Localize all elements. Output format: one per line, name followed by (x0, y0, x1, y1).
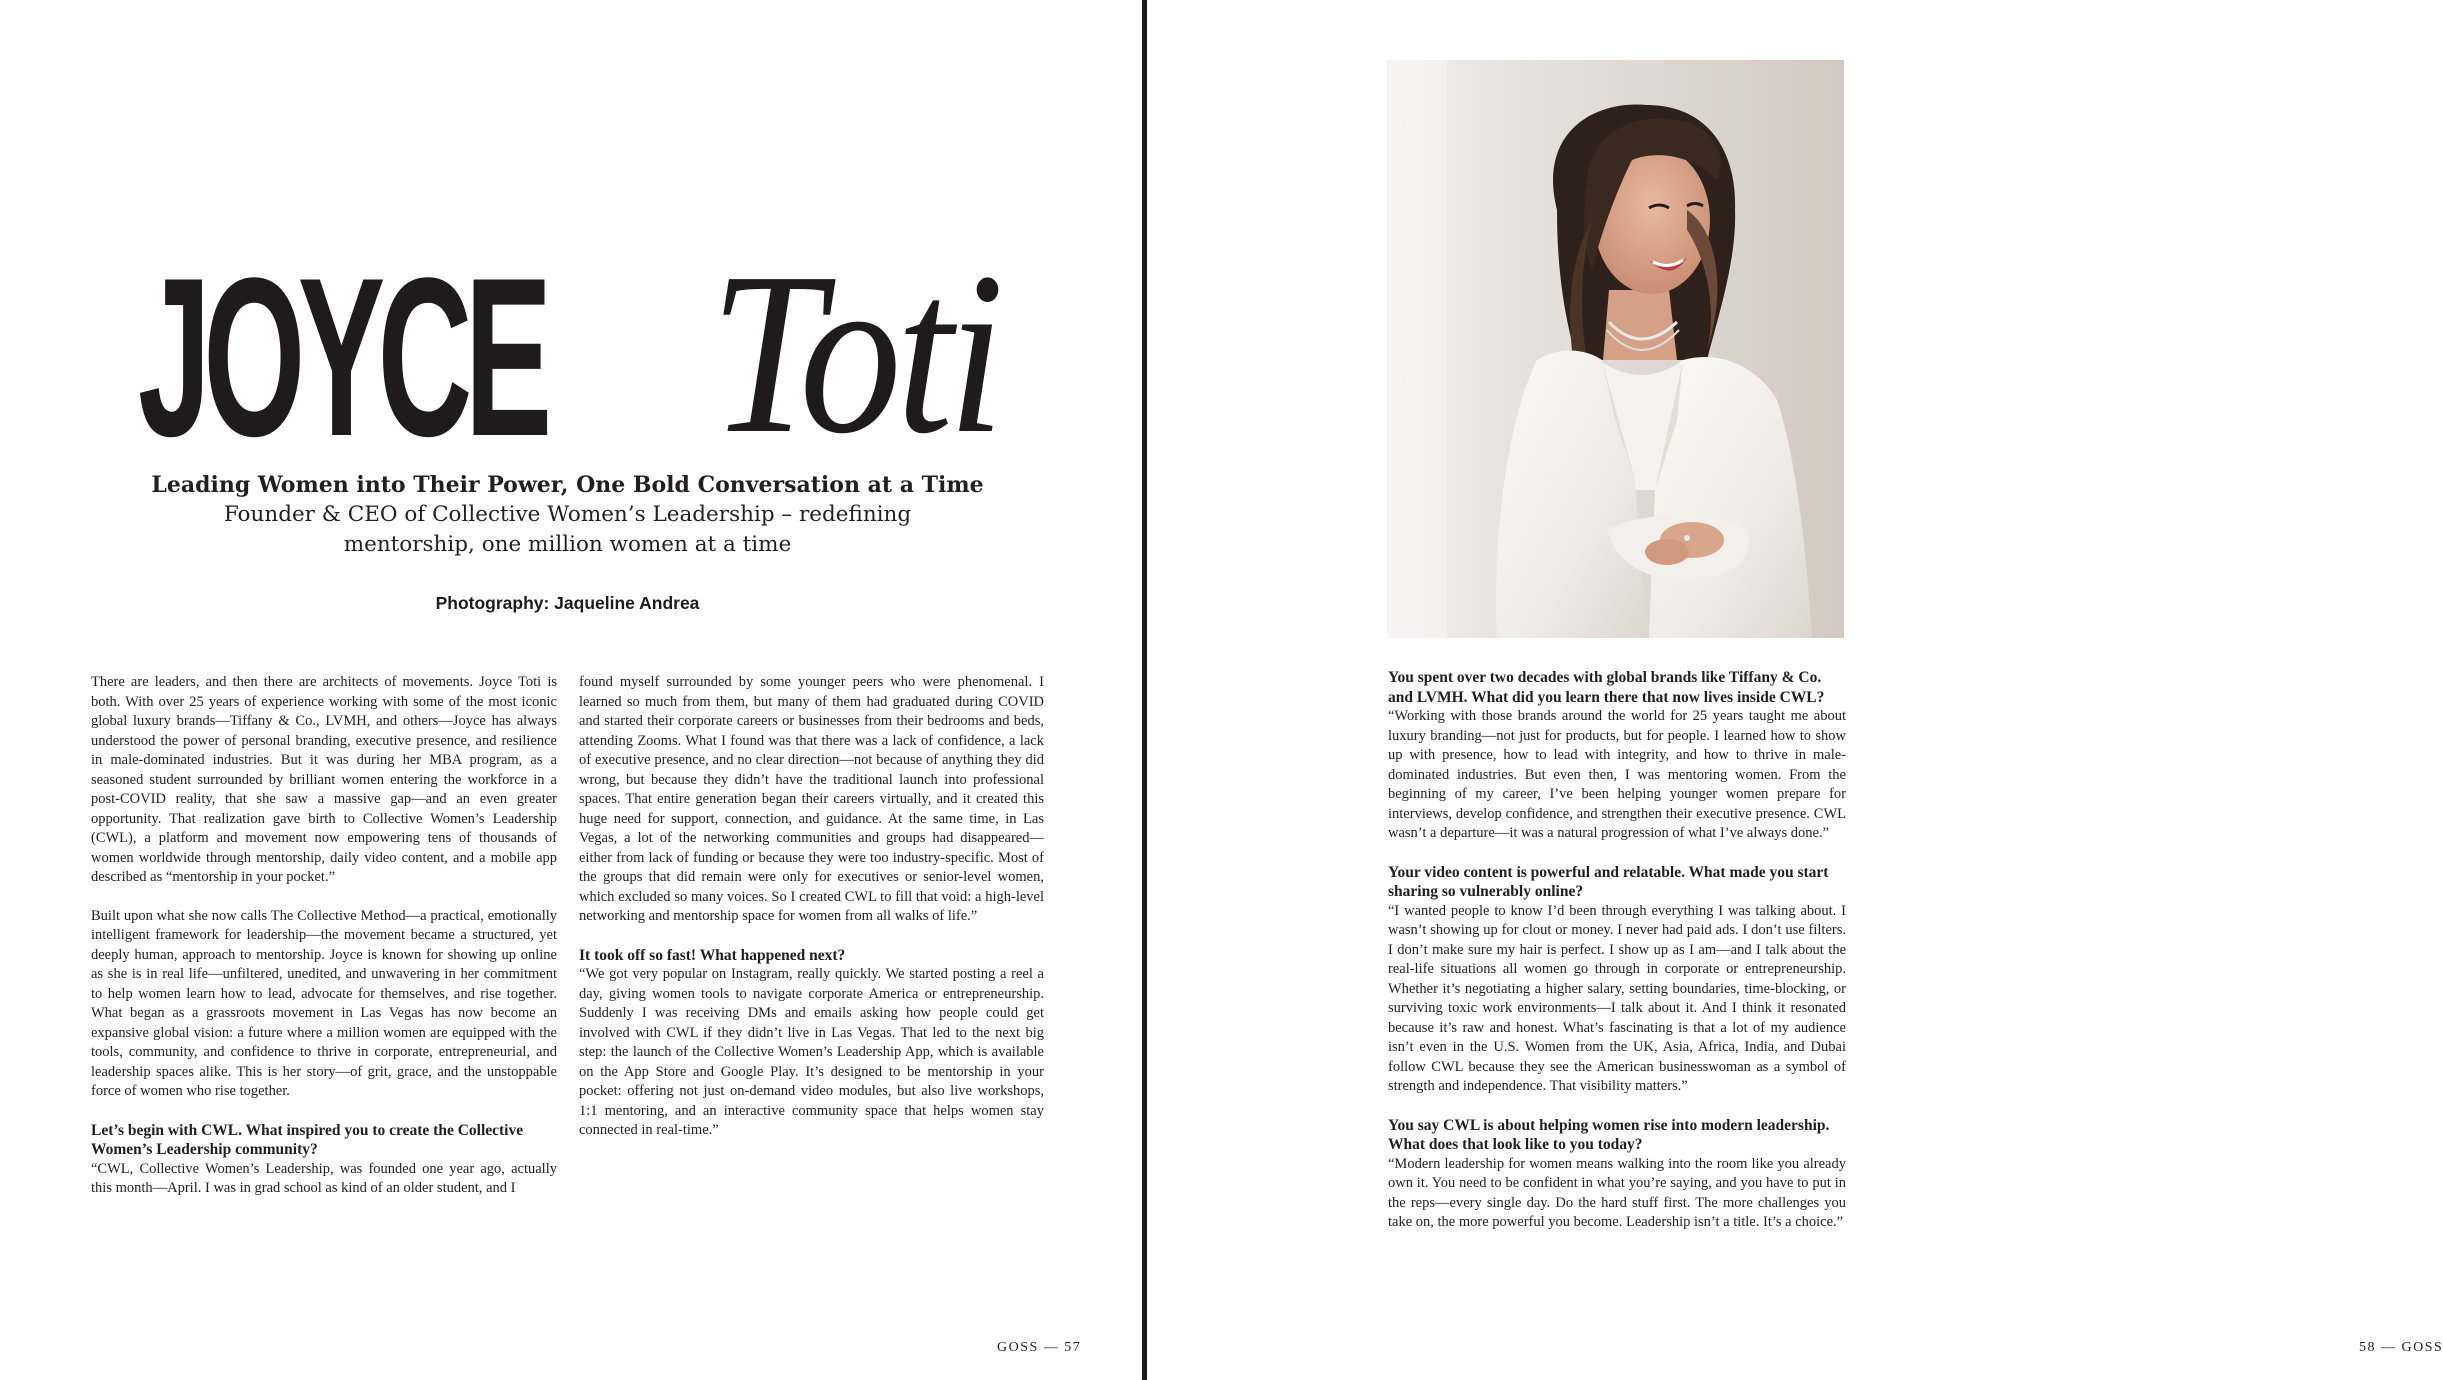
answer-1-part-2: found myself surrounded by some younger peers who were phenomenal. I learned so much from them, but many of them had graduated during COVID and started their corporate careers or businesses from their bedrooms and beds, attending Zooms. What I found was that there was a lack of confidence, a lack of executive presence, and no clear direction—not because of anything they did wrong, but because they didn’t have the traditional launch into professional spaces. That entire generation began their careers virtually, and it created this huge need for support, connection, and guidance. At the same time, in Las Vegas, a lot of the networking communities and groups had disappeared—either from lack of funding or because they were too industry-specific. Most of the groups that did remain were only for executives or senior-level women, which excluded so many voices. So I created CWL to fill that void: a high-level networking and mentorship space for women from all walks of life.” (579, 674, 1044, 924)
subtitle-line-2: mentorship, one million women at a time (343, 532, 792, 557)
subtitle-line-1: Founder & CEO of Collective Women’s Leadership – redefining (223, 502, 912, 527)
portrait-illustration (1387, 60, 1844, 638)
headline-first-name: JOYCE (138, 230, 545, 483)
answer-3: “Working with those brands around the world for 25 years taught me about luxury branding—not just for products, but for people. I learned how to show up with presence, how to lead with integrity, and how to thrive in male-dominated industries. But even then, I was mentoring women. From the beginning of my career, I’ve been helping younger women prepare for interviews, develop confidence, and strengthen their executive presence. CWL wasn’t a departure—it was a natural progression of what I’ve always done.” (1388, 708, 1846, 841)
text-column-2 (579, 673, 1044, 1160)
subhead (100, 470, 1035, 560)
tagline: Leading Women into Their Power, One Bold Conversation at a Time (151, 472, 984, 498)
answer-1-part-1: “CWL, Collective Women’s Leadership, was founded one year ago, actually this month—April. I was in grad school as kind of an older student, and I (91, 1160, 557, 1196)
question-3: You spent over two decades with global brands like Tiffany & Co. and LVMH. What did you learn there that now lives inside CWL? (1388, 669, 1825, 706)
portrait-photo (1387, 60, 1844, 638)
photo-credit: Photography: Jaqueline Andrea (435, 593, 700, 613)
question-1: Let’s begin with CWL. What inspired you to create the Collective Women’s Leadership community? (91, 1121, 524, 1158)
text-column-3 (1388, 668, 1846, 1252)
center-gutter-rule (1142, 0, 1147, 1380)
question-5: You say CWL is about helping women rise into modern leadership. What does that look like to you today? (1388, 1116, 1830, 1153)
question-4: Your video content is powerful and relatable. What made you start sharing so vulnerably online? (1388, 863, 1829, 900)
intro-paragraph-2: Built upon what she now calls The Collective Method—a practical, emotionally intelligent framework for leadership—the movement became a structured, yet deeply human, approach to mentorship. Joyce is known for showing up online as she is in real life—unfiltered, unedited, and unwavering in her commitment to help women learn how to lead, advocate for themselves, and rise together. What began as a grassroots movement in Las Vegas has now become an expansive global vision: a future where a million women are equipped with the tools, community, and confidence to thrive in corporate, entrepreneurial, and leadership spaces alike. This is her story—of grit, grace, and the unstoppable force of women who rise together. (91, 907, 557, 1099)
answer-2: “We got very popular on Instagram, really quickly. We started posting a reel a day, giving women tools to navigate corporate America or entrepreneurship. Suddenly I was receiving DMs and emails asking how people could get involved with CWL if they didn’t live in Las Vegas. That led to the next big step: the launch of the Collective Women’s Leadership App, which is available on the App Store and Google Play. It’s designed to be mentorship in your pocket: offering not just on-demand video modules, but also live workshops, 1:1 mentoring, and an interactive community space that helps women stay connected in real-time.” (579, 966, 1044, 1138)
folio-left: GOSS — 57 (997, 1340, 1082, 1355)
intro-paragraph-1: There are leaders, and then there are architects of movements. Joyce Toti is both. With over 25 years of experience working with some of the most iconic global luxury brands—Tiffany & Co., LVMH, and others—Joyce has always understood the power of personal branding, executive presence, and resilience in male-dominated industries. But it was during her MBA program, as a seasoned student surrounded by brilliant women entering the workforce in a post-COVID reality, that she saw a massive gap—and an even greater opportunity. That realization gave birth to Collective Women’s Leadership (CWL), a platform and movement now empowering tens of thousands of women worldwide through mentorship, daily video content, and a mobile app described as “mentorship in your pocket.” (91, 674, 557, 885)
question-2: It took off so fast! What happened next? (579, 946, 846, 964)
headline-last-name: Toti (710, 225, 1000, 482)
text-column-1 (91, 673, 557, 1218)
left-page (0, 0, 1142, 1380)
answer-4: “I wanted people to know I’d been through everything I was talking about. I wasn’t showing up for clout or money. I never had paid ads. I don’t use filters. I don’t make sure my hair is perfect. I show up as I am—and I talk about the real-life situations all women go through in corporate or entrepreneurship. Whether it’s negotiating a higher salary, setting boundaries, time-blocking, or surviving toxic work environments—I talk about it. And I think it resonated because it’s raw and honest. What’s fascinating is that a lot of my audience isn’t even in the U.S. Women from the UK, Asia, Africa, India, and Dubai follow CWL because they see the American businesswoman as a symbol of strength and independence. That visibility matters.” (1388, 902, 1846, 1094)
answer-5: “Modern leadership for women means walking into the room like you already own it. You need to be confident in what you’re saying, and you have to put in the reps—every single day. Do the hard stuff first. The more challenges you take on, the more powerful you become. Leadership isn’t a title. It’s a choice.” (1388, 1155, 1846, 1230)
folio-right: 58 — GOSS (2359, 1340, 2443, 1355)
